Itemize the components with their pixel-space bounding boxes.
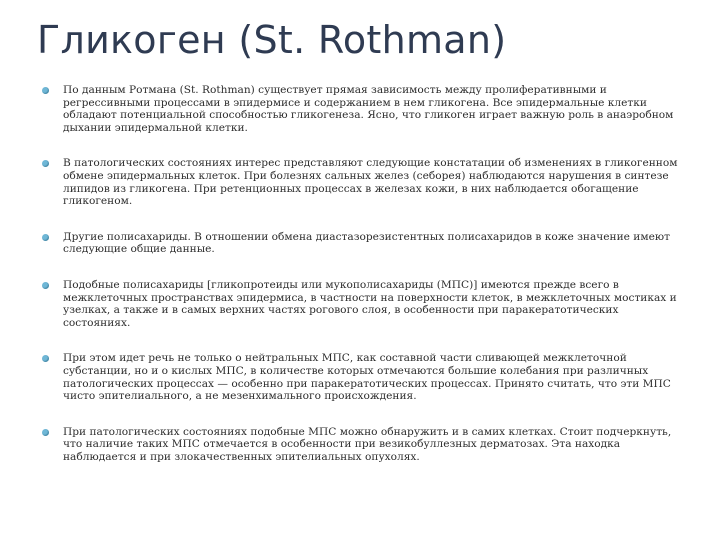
bullet-text: При этом идет речь не только о нейтральных МПС, как составной части сливающей межклеточной субстанции, но и о кислых МПС, в количестве которых отмечаются большие колебания при различных патологических процессах — особенно при паракератотических процессах. Принято считать, что эти МПС чисто эпителиального, а не мезенхимального происхождения. [63, 352, 671, 403]
bullet-item [42, 231, 682, 256]
bullet-dot-icon [42, 355, 49, 362]
bullet-text: Другие полисахариды. В отношении обмена диастазорезистентных полисахаридов в коже значение имеют следующие общие данные. [63, 230, 670, 256]
bullet-item [42, 157, 682, 207]
slide-title: Гликоген (St. Rothman) [37, 18, 507, 62]
bullet-dot-icon [42, 160, 49, 167]
bullet-item [42, 426, 682, 464]
bullet-text: При патологических состояниях подобные МПС можно обнаружить и в самих клетках. Стоит подчеркнуть, что наличие таких МПС отмечается в особенности при везикобуллезных дерматозах. Эта находка наблюдается и при злокачественных эпителиальных опухолях. [63, 425, 672, 463]
bullet-dot-icon [42, 282, 49, 289]
bullet-text: Подобные полисахариды [гликопротеиды или мукополисахариды (МПС)] имеются прежде всего в межклеточных пространствах эпидермиса, в частности на поверхности клеток, в межклеточных мостиках и узелках, а также и в самых верхних частях рогового слоя, в особенности при паракератотических состояниях. [63, 278, 677, 329]
bullet-text: В патологических состояниях интерес представляют следующие констатации об изменениях в гликогенном обмене эпидермальных клеток. При болезнях сальных желез (себорея) наблюдаются нарушения в синтезе липидов из гликогена. При ретенционных процессах в железах кожи, в них наблюдается обогащение гликогеном. [63, 157, 678, 208]
bullet-list [42, 84, 682, 463]
bullet-text: По данным Ротмана (St. Rothman) существует прямая зависимость между пролиферативными и регрессивными процессами в эпидермисе и содержанием в нем гликогена. Все эпидермальные клетки обладают потенциальной способностью гликогенеза. Ясно, что гликоген играет важную роль в анаэробном дыхании эпидермальной клетки. [63, 84, 674, 134]
bullet-dot-icon [42, 234, 49, 241]
bullet-item [42, 84, 682, 134]
bullet-item [42, 352, 682, 402]
bullet-item [42, 279, 682, 329]
bullet-dot-icon [42, 429, 49, 436]
bullet-dot-icon [42, 87, 49, 94]
